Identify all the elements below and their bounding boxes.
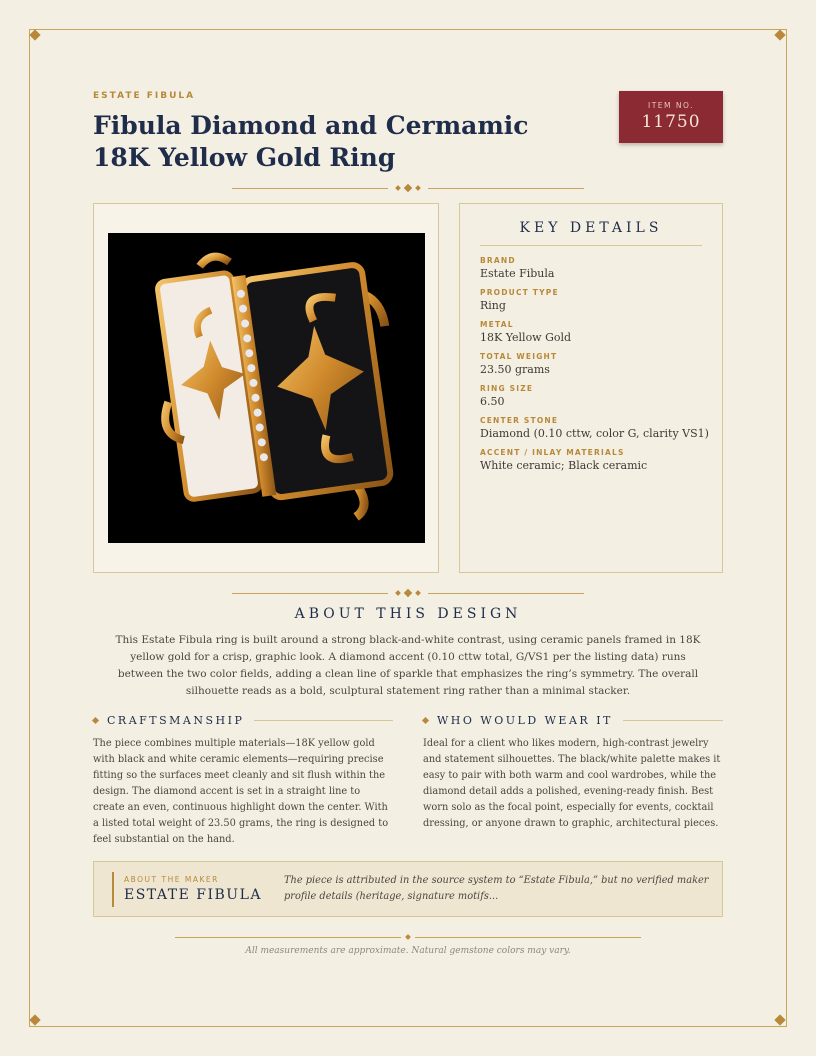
divider: [480, 245, 702, 246]
diamond-icon: [422, 717, 429, 724]
detail-ring-size: [480, 384, 722, 408]
maker-name: ESTATE FIBULA: [124, 887, 262, 903]
about-title: ABOUT THIS DESIGN: [294, 606, 522, 622]
diamond-icon: [92, 717, 99, 724]
brand-eyebrow: ESTATE FIBULA: [93, 91, 196, 101]
page-title: Fibula Diamond and Cermamic 18K Yellow Gold Ring: [93, 111, 529, 172]
detail-value: Estate Fibula: [480, 267, 555, 280]
wear-heading: [423, 714, 723, 727]
craftsmanship-title: CRAFTSMANSHIP: [107, 714, 245, 727]
detail-label: CENTER STONE: [480, 416, 559, 425]
detail-value: Diamond (0.10 cttw, color G, clarity VS1): [480, 427, 709, 440]
detail-brand: [480, 256, 722, 280]
detail-product-type: [480, 288, 722, 312]
detail-value: 18K Yellow Gold: [480, 331, 572, 344]
divider: [623, 720, 723, 721]
detail-metal: [480, 320, 722, 344]
item-number-badge: [619, 91, 723, 143]
about-text: This Estate Fibula ring is built around a strong black-and-white contrast, using ceramic panels framed in 18K yellow gold for a crisp, graphic look. A diamond accent (0.10 cttw total, G/VS1 per the listing data) runs between the two color fields, adding a clean line of sparkle that emphasizes the ring’s symmetry. The overall silhouette reads as a bold, sculptural statement ring rather than a minimal stacker.: [115, 634, 701, 697]
maker-text: The piece is attributed in the source system to “Estate Fibula,” but no verified maker profile details (heritage, signature motifs...: [284, 875, 709, 902]
detail-label: PRODUCT TYPE: [480, 288, 559, 297]
wear-title: WHO WOULD WEAR IT: [437, 714, 613, 727]
detail-accent-materials: [480, 448, 722, 472]
about-maker-box: [93, 861, 723, 917]
key-details-card: [459, 203, 723, 573]
title-divider: [232, 183, 584, 193]
footer-divider: [175, 932, 641, 942]
detail-label: TOTAL WEIGHT: [480, 352, 558, 361]
craftsmanship-text: The piece combines multiple materials—18K yellow gold with black and white ceramic elements—requiring precise fitting so the surfaces meet cleanly and sit flush within the design. The diamond accent is set in a straight line to create an even, continuous highlight down the center. With a listed total weight of 23.50 grams, the ring is designed to feel substantial on the hand.: [93, 738, 389, 845]
detail-label: ACCENT / INLAY MATERIALS: [480, 448, 625, 457]
detail-center-stone: [480, 416, 722, 440]
accent-bar: [112, 872, 114, 907]
detail-value: 6.50: [480, 395, 505, 408]
detail-value: White ceramic; Black ceramic: [480, 459, 648, 472]
detail-total-weight: [480, 352, 722, 376]
ring-image: [108, 233, 425, 543]
wear-text: Ideal for a client who likes modern, high-contrast jewelry and statement silhouettes. The black/white palette makes it easy to pair with both warm and cool wardrobes, while the diamond detail adds a polished, evening-ready finish. Best worn solo as the focal point, especially for events, cocktail dressing, or anyone drawn to graphic, architectural pieces.: [423, 738, 721, 829]
key-details-title: KEY DETAILS: [519, 220, 663, 236]
product-photo-card: [93, 203, 439, 573]
product-photo[interactable]: [108, 233, 425, 543]
footnote: All measurements are approximate. Natural gemstone colors may vary.: [245, 946, 571, 956]
section-divider: [232, 588, 584, 598]
item-number: 11750: [641, 112, 701, 132]
item-number-label: ITEM NO.: [648, 101, 694, 110]
divider: [254, 720, 393, 721]
detail-value: Ring: [480, 299, 506, 312]
maker-label: ABOUT THE MAKER: [124, 875, 219, 884]
detail-label: RING SIZE: [480, 384, 534, 393]
craftsmanship-heading: [93, 714, 393, 727]
detail-value: 23.50 grams: [480, 363, 550, 376]
detail-label: METAL: [480, 320, 514, 329]
detail-label: BRAND: [480, 256, 516, 265]
